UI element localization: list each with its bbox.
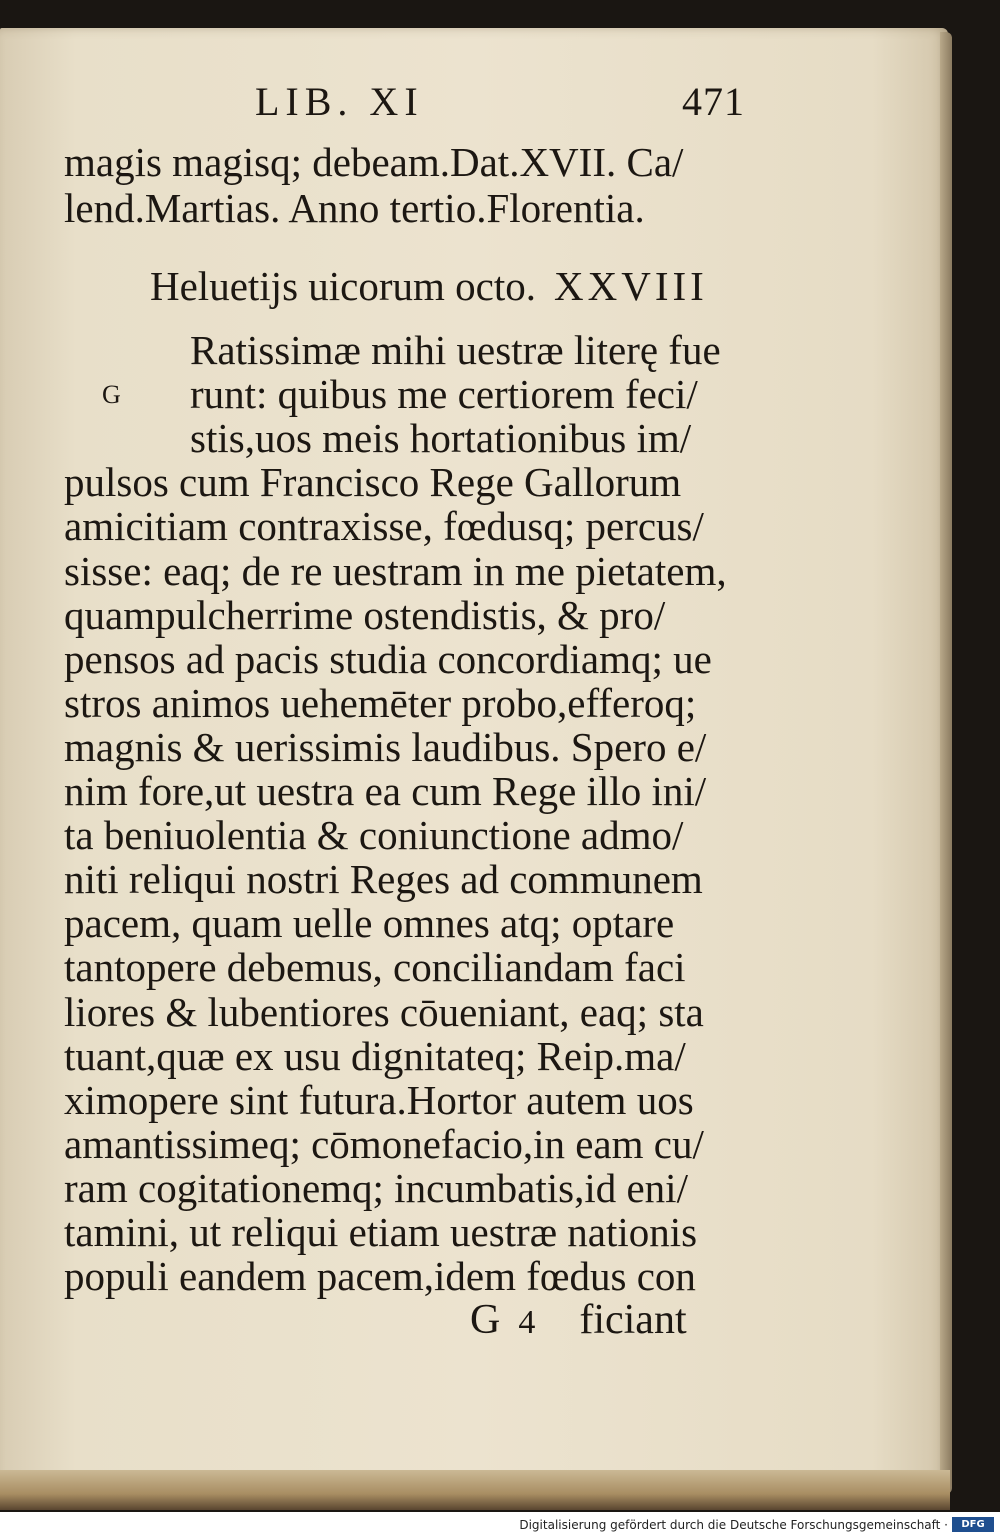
- text-line: Ratissimæ mihi uestræ literę fue: [190, 327, 721, 373]
- text-line: ram cogitationemq; incumbatis,id eni/: [64, 1164, 688, 1211]
- footer-bar: [0, 1512, 1000, 1540]
- letter-number: XXVIII: [554, 263, 708, 309]
- running-header: [255, 78, 745, 128]
- text-line: populi eandem pacem,idem fœdus con: [64, 1253, 696, 1300]
- text-line: tuant,quæ ex usu dignitateq; Reip.ma/: [64, 1032, 686, 1079]
- text-line: ta beniuolentia & coniunctione admo/: [64, 812, 684, 859]
- text-line: pacem, quam uelle omnes atq; optare: [64, 900, 675, 947]
- running-head: LIB. XI: [255, 79, 424, 124]
- text-line: runt: quibus me certiorem feci/: [190, 371, 698, 418]
- text-line: tantopere debemus, conciliandam faci: [64, 944, 686, 991]
- signature-mark: G: [470, 1297, 501, 1343]
- text-line: liores & lubentiores cōueniant, eaq; sta: [64, 988, 704, 1035]
- text-line: magnis & uerissimis laudibus. Spero e/: [64, 723, 707, 770]
- text-line: tamini, ut reliqui etiam uestræ nationis: [64, 1209, 698, 1255]
- initial-guide-letter: G: [102, 380, 121, 409]
- footer-credit: Digitalisierung gefördert durch die Deutsche Forschungsgemeinschaft ·: [519, 1518, 948, 1532]
- text-line: ximopere sint futura.Hortor autem uos: [64, 1076, 694, 1123]
- letter-title-text: Heluetijs uicorum octo.: [150, 263, 536, 309]
- book-binding-edge: [0, 1470, 950, 1510]
- text-line: amicitiam contraxisse, fœdusq; percus/: [64, 503, 704, 550]
- page-edge: [940, 32, 952, 1494]
- text-line: pensos ad pacis studia concordiamq; ue: [64, 635, 712, 682]
- text-line: nim fore,ut uestra ea cum Rege illo ini/: [64, 768, 707, 814]
- text-line: amantissimeq; cōmonefacio,in eam cu/: [64, 1120, 704, 1167]
- text-line: quampulcherrime ostendistis, & pro/: [64, 591, 666, 638]
- page-number: 471: [682, 79, 745, 124]
- text-line: stis,uos meis hortationibus im/: [190, 415, 692, 462]
- text-line: stros animos uehemēter probo,efferoq;: [64, 679, 697, 726]
- text-line: sisse: eaq; de re uestram in me pietatem,: [64, 547, 727, 594]
- text-line: niti reliqui nostri Reges ad communem: [64, 856, 703, 903]
- text-line: magis magisq; debeam.Dat.XVII. Ca/: [64, 139, 684, 185]
- text-line: pulsos cum Francisco Rege Gallorum: [64, 459, 682, 506]
- catchline: [470, 1296, 687, 1344]
- dfg-logo: DFG: [952, 1517, 994, 1532]
- catchword: ficiant: [579, 1297, 687, 1343]
- letter-title: [150, 262, 708, 310]
- text-line: lend.Martias. Anno tertio.Florentia.: [64, 185, 645, 231]
- signature-number: 4: [518, 1304, 536, 1341]
